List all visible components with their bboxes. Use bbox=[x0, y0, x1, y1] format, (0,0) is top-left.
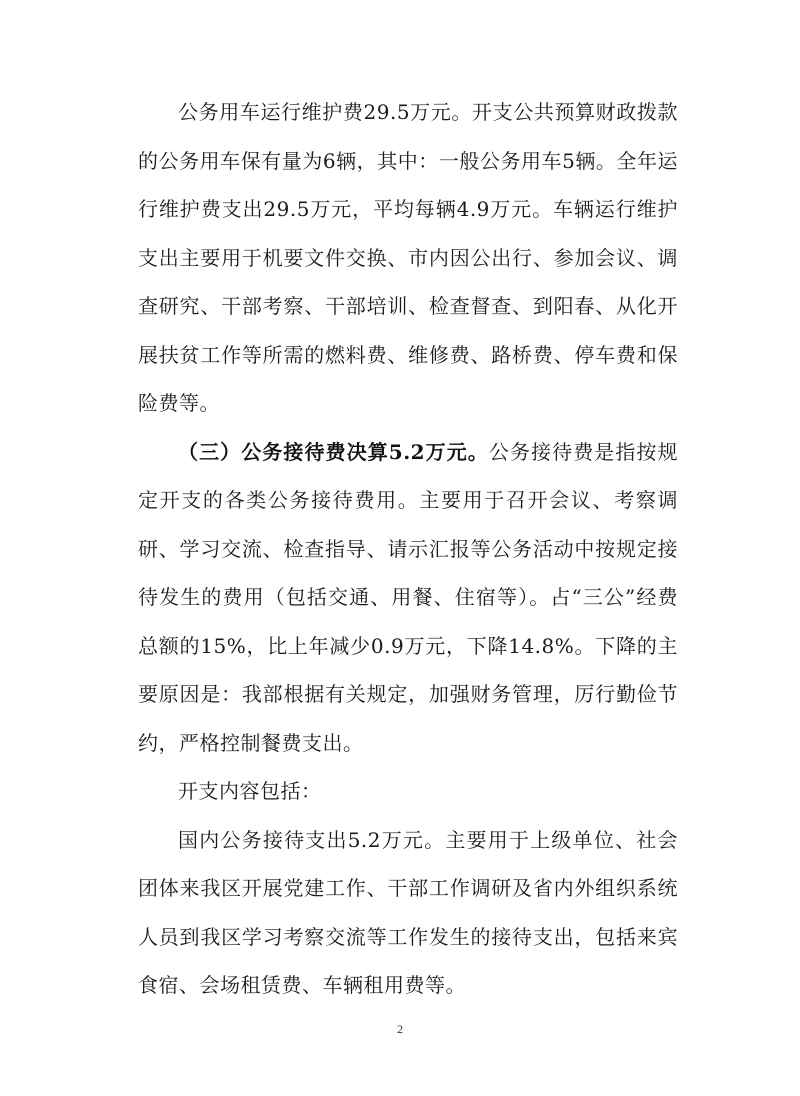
paragraph-vehicle-maintenance: 公务用车运行维护费29.5万元。开支公共预算财政拨款的公务用车保有量为6辆，其中：一般公务用车5辆。全年运行维护费支出29.5万元，平均每辆4.9万元。车辆运行维护支出主要用于机要文件交换、市内因公出行、参加会议、调查研究、干部考察、干部培训、检查督查、到阳春、从化开展扶贫工作等所需的燃料费、维修费、路桥费、停车费和保险费等。 bbox=[138, 100, 678, 415]
reception-expense-text: 公务接待费是指按规定开支的各类公务接待费用。主要用于召开会议、考察调研、学习交流、检查指导、请示汇报等公务活动中按规定接待发生的费用（包括交通、用餐、住宿等）。占“三公”经费总额的15%，比上年减少0.9万元，下降14.8%。下降的主要原因是：我部根据有关规定，加强财务管理，厉行勤俭节约，严格控制餐费支出。 bbox=[138, 439, 679, 755]
document-body bbox=[138, 88, 678, 1010]
paragraph-reception-expense bbox=[138, 428, 678, 768]
paragraph-expense-contents: 开支内容包括： bbox=[178, 779, 322, 803]
section-heading-reception: （三）公务接待费决算5.2万元。 bbox=[178, 439, 489, 464]
paragraph-domestic-reception: 国内公务接待支出5.2万元。主要用于上级单位、社会团体来我区开展党建工作、干部工作调研及省内外组织系统人员到我区学习考察交流等工作发生的接待支出，包括来宾食宿、会场租赁费、车辆租用费等。 bbox=[138, 827, 678, 997]
page-number: 2 bbox=[397, 1022, 403, 1036]
